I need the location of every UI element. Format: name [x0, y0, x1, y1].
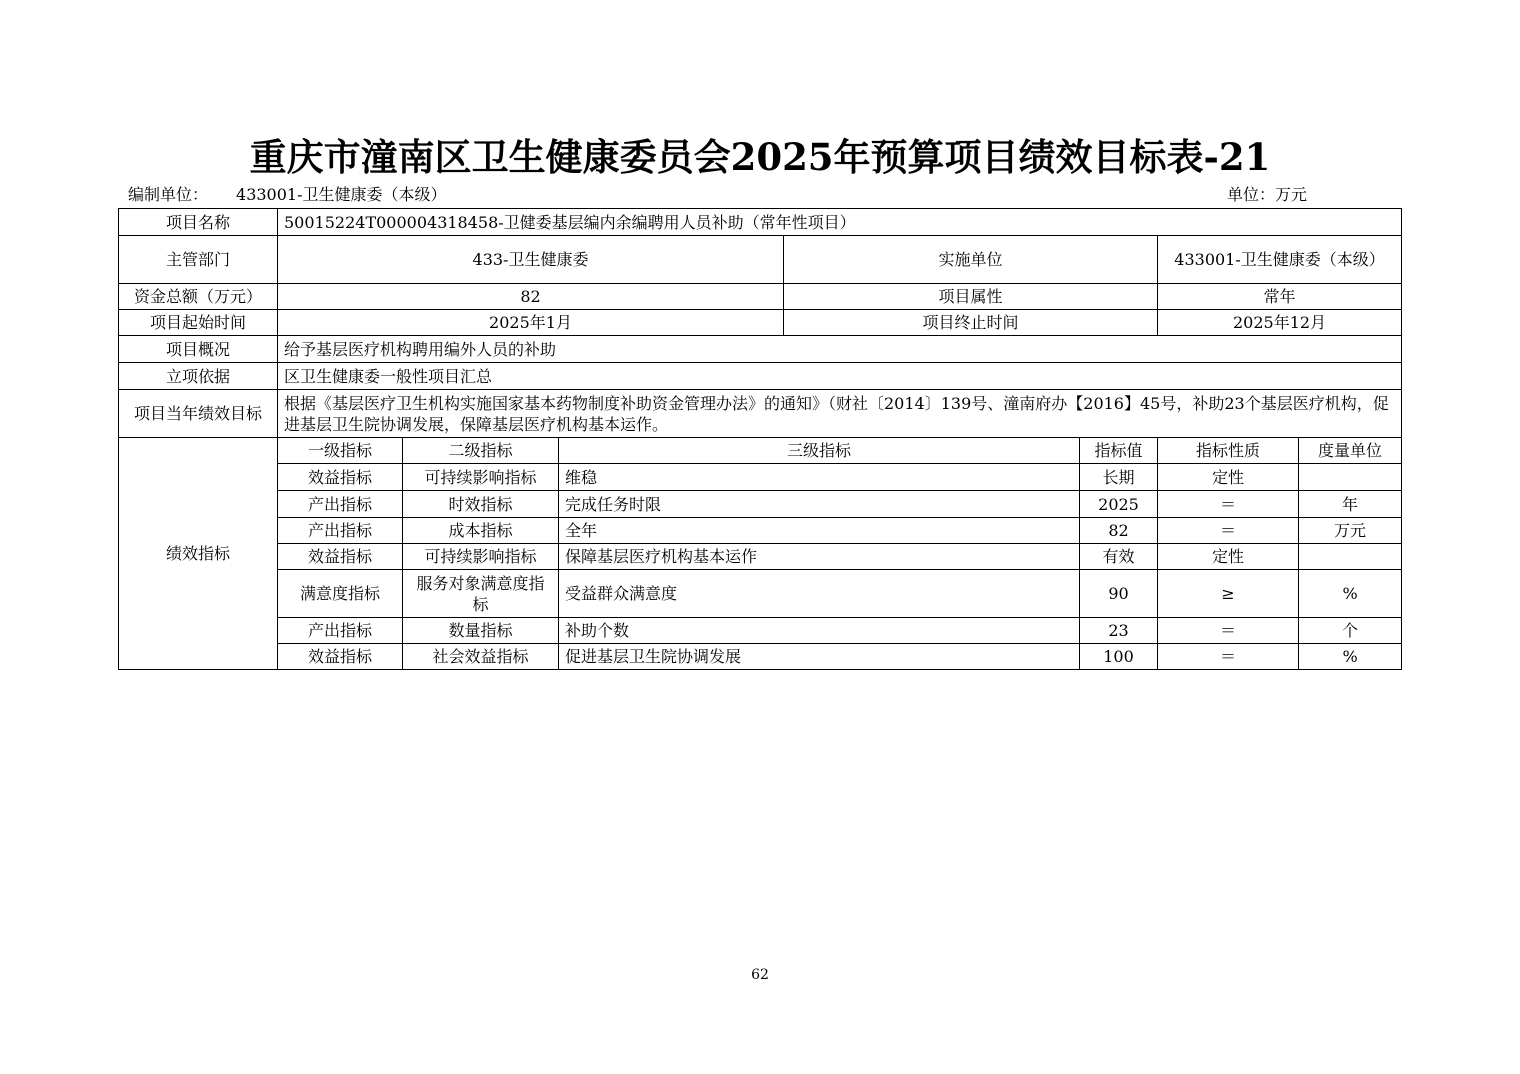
header-level1: 一级指标 [278, 438, 403, 464]
level1-cell: 产出指标 [278, 518, 403, 544]
value-cell: 90 [1080, 570, 1158, 618]
header-level3: 三级指标 [559, 438, 1080, 464]
level1-cell: 产出指标 [278, 491, 403, 518]
page-number: 62 [751, 967, 769, 983]
row-project-name [119, 209, 1402, 236]
level3-cell: 受益群众满意度 [559, 570, 1080, 618]
funds-label: 资金总额（万元） [119, 284, 278, 310]
nature-cell: ＝ [1158, 491, 1299, 518]
start-value: 2025年1月 [278, 310, 784, 336]
row-funds [119, 284, 1402, 310]
funds-value: 82 [278, 284, 784, 310]
org-info [128, 184, 447, 206]
basis-value: 区卫生健康委一般性项目汇总 [278, 363, 1402, 390]
basis-label: 立项依据 [119, 363, 278, 390]
header-level2: 二级指标 [403, 438, 559, 464]
nature-cell: 定性 [1158, 544, 1299, 570]
row-basis [119, 363, 1402, 390]
table-row [119, 491, 1402, 518]
value-cell: 82 [1080, 518, 1158, 544]
start-label: 项目起始时间 [119, 310, 278, 336]
project-name-value: 50015224T000004318458-卫健委基层编内余编聘用人员补助（常年性项目） [278, 209, 1402, 236]
level1-cell: 满意度指标 [278, 570, 403, 618]
row-dates [119, 310, 1402, 336]
overview-label: 项目概况 [119, 336, 278, 363]
header-nature: 指标性质 [1158, 438, 1299, 464]
level3-cell: 全年 [559, 518, 1080, 544]
table-row [119, 464, 1402, 491]
table-row [119, 618, 1402, 644]
org-label: 编制单位： [128, 185, 209, 204]
level2-cell: 可持续影响指标 [403, 544, 559, 570]
level2-cell: 时效指标 [403, 491, 559, 518]
unit-cell: % [1299, 570, 1402, 618]
level3-cell: 补助个数 [559, 618, 1080, 644]
dept-label: 主管部门 [119, 236, 278, 284]
level1-cell: 产出指标 [278, 618, 403, 644]
level2-cell: 数量指标 [403, 618, 559, 644]
performance-table [118, 208, 1402, 670]
goal-value: 根据《基层医疗卫生机构实施国家基本药物制度补助资金管理办法》的通知》（财社〔2014〕139号、潼南府办【2016】45号，补助23个基层医疗机构，促进基层卫生院协调发展，保障基层医疗机构基本运作。 [278, 390, 1402, 438]
level3-cell: 完成任务时限 [559, 491, 1080, 518]
attr-value: 常年 [1158, 284, 1402, 310]
impl-label: 实施单位 [784, 236, 1158, 284]
value-cell: 100 [1080, 644, 1158, 670]
level1-cell: 效益指标 [278, 464, 403, 491]
page-title: 重庆市潼南区卫生健康委员会2025年预算项目绩效目标表-21 [249, 135, 1271, 179]
row-overview [119, 336, 1402, 363]
end-label: 项目终止时间 [784, 310, 1158, 336]
level2-cell: 成本指标 [403, 518, 559, 544]
nature-cell: ＝ [1158, 518, 1299, 544]
table-row [119, 570, 1402, 618]
nature-cell: 定性 [1158, 464, 1299, 491]
unit-cell [1299, 544, 1402, 570]
indicator-section-label: 绩效指标 [119, 438, 278, 670]
goal-label: 项目当年绩效目标 [119, 390, 278, 438]
value-cell: 2025 [1080, 491, 1158, 518]
level1-cell: 效益指标 [278, 544, 403, 570]
row-goal [119, 390, 1402, 438]
header-value: 指标值 [1080, 438, 1158, 464]
level2-cell: 社会效益指标 [403, 644, 559, 670]
level3-cell: 促进基层卫生院协调发展 [559, 644, 1080, 670]
unit-cell: % [1299, 644, 1402, 670]
row-department [119, 236, 1402, 284]
dept-value: 433-卫生健康委 [278, 236, 784, 284]
value-cell: 长期 [1080, 464, 1158, 491]
table-row [119, 518, 1402, 544]
org-value: 433001-卫生健康委（本级） [236, 185, 447, 204]
level3-cell: 维稳 [559, 464, 1080, 491]
level3-cell: 保障基层医疗机构基本运作 [559, 544, 1080, 570]
end-value: 2025年12月 [1158, 310, 1402, 336]
nature-cell: ＝ [1158, 618, 1299, 644]
unit-cell: 个 [1299, 618, 1402, 644]
overview-value: 给予基层医疗机构聘用编外人员的补助 [278, 336, 1402, 363]
value-cell: 23 [1080, 618, 1158, 644]
unit-label: 单位：万元 [1227, 185, 1308, 204]
header-unit: 度量单位 [1299, 438, 1402, 464]
project-name-label: 项目名称 [119, 209, 278, 236]
level2-cell: 服务对象满意度指标 [403, 570, 559, 618]
indicator-header-row [119, 438, 1402, 464]
nature-cell: ＝ [1158, 644, 1299, 670]
attr-label: 项目属性 [784, 284, 1158, 310]
nature-cell: ≥ [1158, 570, 1299, 618]
impl-value: 433001-卫生健康委（本级） [1158, 236, 1402, 284]
table-row [119, 544, 1402, 570]
level1-cell: 效益指标 [278, 644, 403, 670]
unit-cell [1299, 464, 1402, 491]
unit-cell: 万元 [1299, 518, 1402, 544]
table-row [119, 644, 1402, 670]
level2-cell: 可持续影响指标 [403, 464, 559, 491]
value-cell: 有效 [1080, 544, 1158, 570]
unit-cell: 年 [1299, 491, 1402, 518]
